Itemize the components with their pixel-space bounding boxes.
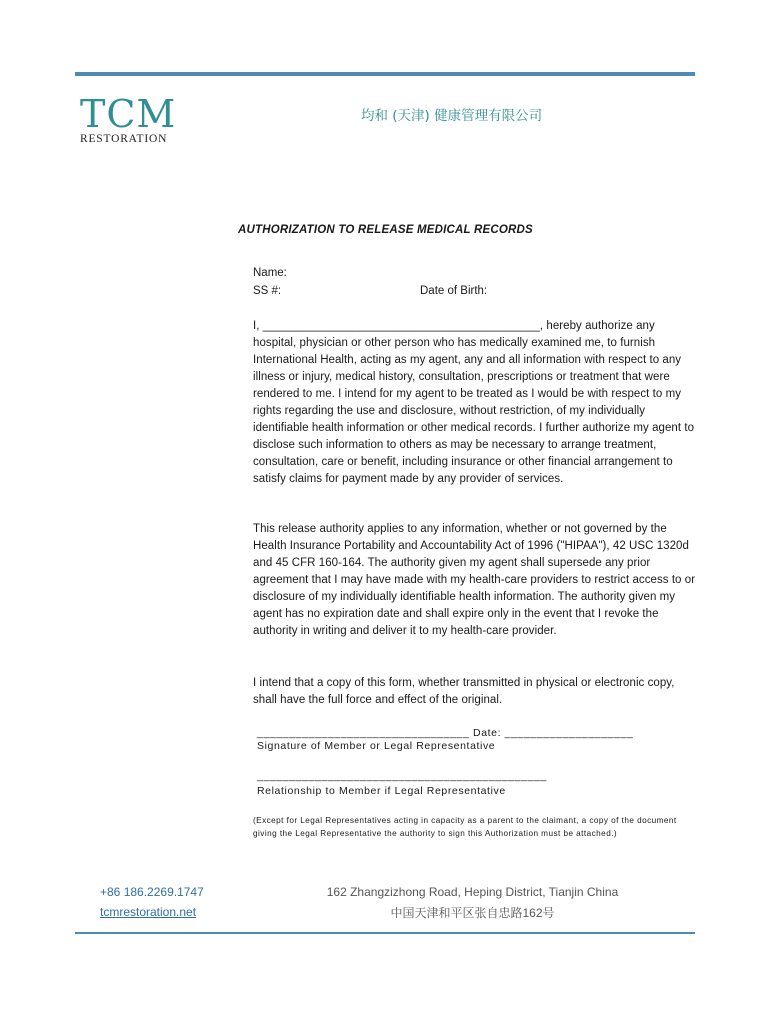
name-label: Name:	[253, 267, 287, 279]
footer-divider	[75, 932, 695, 934]
release-scope-paragraph: This release authority applies to any information, whether or not governed by the Health Insurance Portability and Accountability Act of 1996 ("HIPAA"), 42 USC 1320d and 45 CFR 160-164. The authority given my agent shall supersede any prior agreement that I may have made with my health-care providers to restrict access to or disclosure of my individually identifiable health information. The authority given my agent has no expiration date and shall expire only in the event that I revoke the authority in writing and deliver it to my health-care provider.	[253, 523, 696, 637]
relationship-line: _____________________________________________	[257, 770, 547, 782]
authorization-paragraph: I, ___________________________________________, hereby authorize any hospital, physician or other person who has medically examined me, to furnish International Health, acting as my agent, any and all information with respect to any illness or injury, medical history, consultation, prescriptions or treatment that were rendered to me. I intend for my agent to be treated as I would be with respect to my rights regarding the use and disclosure, without restriction, of my individually identifiable health information or other medical records. I further authorize my agent to disclose such information to others as may be necessary to arrange treatment, consultation, care or benefit, including insurance or other financial arrangement to satisfy claims for payment made by any provider of services.	[253, 320, 695, 485]
logo-subtitle: RESTORATION	[80, 133, 168, 145]
signature-date-line: _________________________________ Date: ____________________	[257, 727, 634, 739]
relationship-label: Relationship to Member if Legal Representative	[257, 785, 506, 797]
logo-mark: TCM	[80, 92, 177, 136]
document-title: AUTHORIZATION TO RELEASE MEDICAL RECORDS	[238, 224, 533, 236]
footer-address-english: 162 Zhangzizhong Road, Heping District, Tianjin China	[326, 885, 619, 899]
footer-address-chinese: 中国天津和平区张自忠路162号	[390, 906, 555, 920]
tcm-restoration-logo	[80, 92, 190, 150]
company-name-chinese: 均和 (天津) 健康管理有限公司	[361, 108, 543, 124]
signature-label: Signature of Member or Legal Representative	[257, 740, 496, 752]
copy-validity-paragraph: I intend that a copy of this form, whether transmitted in physical or electronic copy, shall have the full force and effect of the original.	[253, 677, 675, 706]
ss-label: SS #:	[253, 285, 282, 297]
footer-website-link[interactable]: tcmrestoration.net	[100, 905, 197, 919]
legal-representative-note: (Except for Legal Representatives acting in capacity as a parent to the claimant, a copy of the document giving the Legal Representative the authority to sign this Authorization must be attached.)	[253, 816, 677, 838]
dob-label: Date of Birth:	[420, 285, 488, 297]
header-divider	[75, 72, 695, 76]
footer-phone[interactable]: +86 186.2269.1747	[100, 885, 204, 899]
